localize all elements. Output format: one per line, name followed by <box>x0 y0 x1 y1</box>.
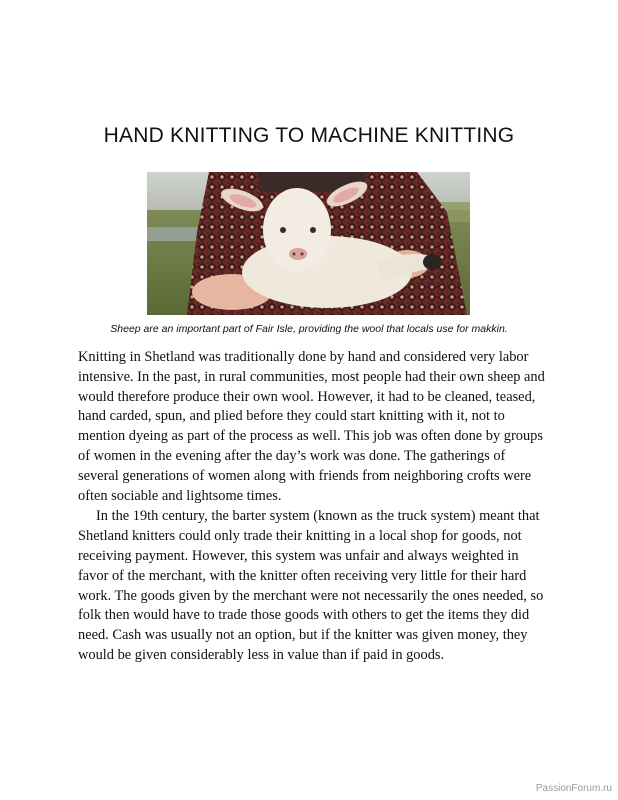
lamb-photo <box>147 172 470 315</box>
photo-caption: Sheep are an important part of Fair Isle, providing the wool that locals use for makkin. <box>110 323 508 335</box>
lamb-illustration <box>147 172 470 315</box>
watermark: PassionForum.ru <box>535 783 612 794</box>
article-body <box>78 348 548 666</box>
paragraph-2: In the 19th century, the barter system (known as the truck system) meant that Shetland knitters could only trade their knitting in a local shop for goods, not receiving payment. However, this system was unfair and always weighted in favor of the merchant, with the knitter often receiving very little for their hard work. The goods given by the merchant were not necessarily the ones needed, so folk then would have to trade those goods with others to get the items they did need. Cash was usually not an option, but if the knitter was given money, they would be given considerably less in value than if paid in goods. <box>78 508 544 663</box>
page-title: HAND KNITTING TO MACHINE KNITTING <box>103 124 515 147</box>
paragraph-1: Knitting in Shetland was traditionally done by hand and considered very labor intensive. In the past, in rural communities, most people had their own sheep and would therefore produce their own wool. However, it had to be cleaned, teased, hand carded, spun, and plied before they could start knitting with it, not to mention dyeing as part of the process as well. This job was often done by groups of women in the evening after the day’s work was done. The gatherings of several generations of women along with friends from neighboring crofts were often sociable and lightsome times. <box>78 349 545 504</box>
